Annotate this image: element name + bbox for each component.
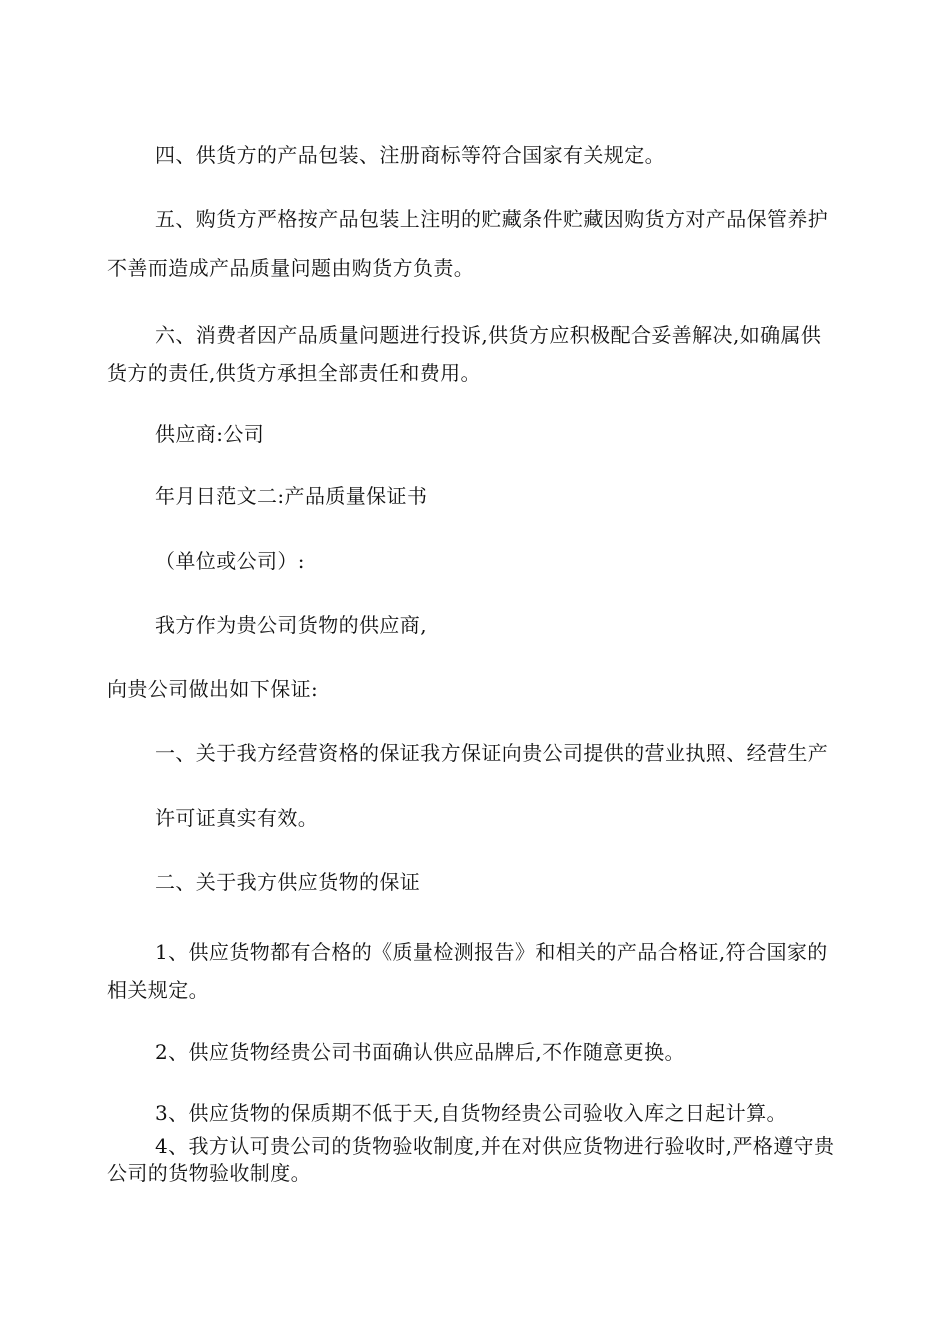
addressee: （单位或公司）: [155,549,305,573]
date-and-sample-two-title: 年月日范文二:产品质量保证书 [155,484,428,508]
supplier-signature: 供应商:公司 [155,422,265,446]
section-2-heading: 二、关于我方供应货物的保证 [155,870,421,894]
item-4-line-2: 公司的货物验收制度。 [107,1161,311,1185]
clause-6-complaints-line-2: 货方的责任,供货方承担全部责任和费用。 [107,361,481,385]
item-3: 3、供应货物的保质期不低于天,自货物经贵公司验收入库之日起计算。 [155,1101,787,1125]
clause-4-packaging: 四、供货方的产品包装、注册商标等符合国家有关规定。 [155,143,665,167]
item-1-line-2: 相关规定。 [107,978,209,1002]
section-1-qualification-line-1: 一、关于我方经营资格的保证我方保证向贵公司提供的营业执照、经营生产 [155,741,829,765]
item-4-line-1: 4、我方认可贵公司的货物验收制度,并在对供应货物进行验收时,严格遵守贵 [155,1134,835,1158]
clause-6-complaints-line-1: 六、消费者因产品质量问题进行投诉,供货方应积极配合妥善解决,如确属供 [155,323,822,347]
item-2: 2、供应货物经贵公司书面确认供应品牌后,不作随意更换。 [155,1040,685,1064]
intro-line-2: 向贵公司做出如下保证: [107,677,319,701]
item-1-line-1: 1、供应货物都有合格的《质量检测报告》和相关的产品合格证,符合国家的 [155,940,828,964]
clause-5-storage-line-1: 五、购货方严格按产品包装上注明的贮藏条件贮藏因购货方对产品保管养护 [155,207,829,231]
clause-5-storage-line-2: 不善而造成产品质量问题由购货方负责。 [107,256,475,280]
intro-line-1: 我方作为贵公司货物的供应商, [155,613,427,637]
section-1-qualification-line-2: 许可证真实有效。 [155,806,319,830]
